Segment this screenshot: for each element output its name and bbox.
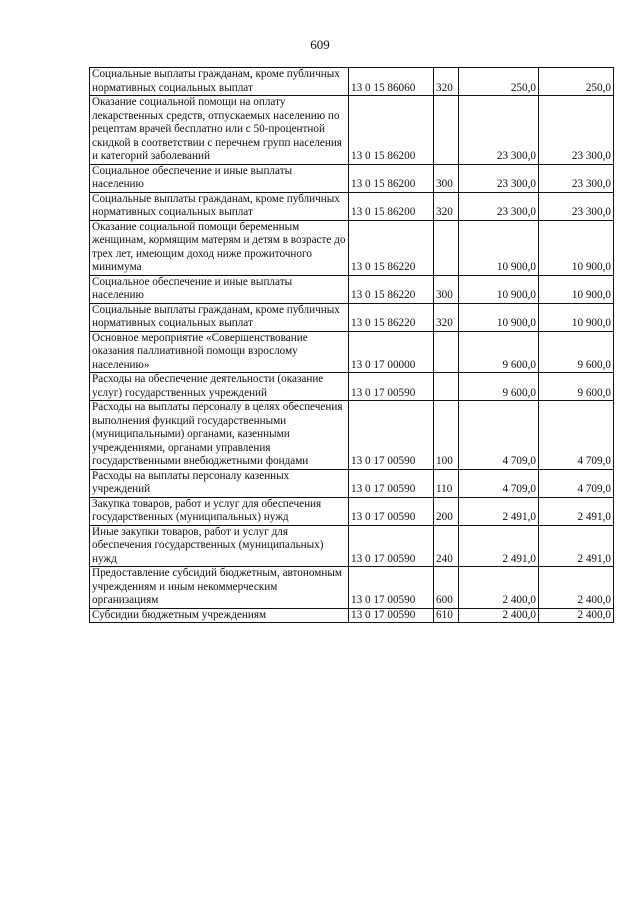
row-sum-1: 4 709,0 xyxy=(459,469,539,497)
row-expense-type: 320 xyxy=(434,192,459,220)
page-number: 609 xyxy=(310,37,330,52)
row-name: Иные закупки товаров, работ и услуг для обеспечения государственных (муниципальных) нужд xyxy=(90,525,349,567)
row-sum-2: 10 900,0 xyxy=(539,275,614,303)
row-code: 13 0 15 86200 xyxy=(349,164,434,192)
row-code: 13 0 15 86200 xyxy=(349,192,434,220)
row-code: 13 0 15 86200 xyxy=(349,96,434,165)
row-code: 13 0 17 00590 xyxy=(349,567,434,609)
row-code: 13 0 17 00590 xyxy=(349,525,434,567)
row-sum-2: 23 300,0 xyxy=(539,192,614,220)
row-expense-type: 320 xyxy=(434,68,459,96)
row-expense-type: 320 xyxy=(434,303,459,331)
row-sum-2: 4 709,0 xyxy=(539,401,614,470)
row-sum-1: 23 300,0 xyxy=(459,164,539,192)
row-name: Предоставление субсидий бюджетным, автономным учреждениям и иным некоммерческим организациям xyxy=(90,567,349,609)
row-name: Субсидии бюджетным учреждениям xyxy=(90,608,349,623)
row-sum-2: 9 600,0 xyxy=(539,373,614,401)
row-expense-type xyxy=(434,220,459,275)
row-sum-2: 2 400,0 xyxy=(539,567,614,609)
row-sum-2: 2 400,0 xyxy=(539,608,614,623)
table-row xyxy=(90,220,614,275)
row-name: Социальные выплаты гражданам, кроме публичных нормативных социальных выплат xyxy=(90,303,349,331)
row-code: 13 0 17 00590 xyxy=(349,401,434,470)
row-sum-1: 2 491,0 xyxy=(459,525,539,567)
row-code: 13 0 15 86220 xyxy=(349,303,434,331)
row-sum-1: 10 900,0 xyxy=(459,220,539,275)
row-expense-type: 100 xyxy=(434,401,459,470)
row-name: Расходы на выплаты персоналу казенных учреждений xyxy=(90,469,349,497)
row-sum-2: 2 491,0 xyxy=(539,525,614,567)
row-name: Социальные выплаты гражданам, кроме публичных нормативных социальных выплат xyxy=(90,192,349,220)
row-sum-2: 23 300,0 xyxy=(539,96,614,165)
row-name: Социальное обеспечение и иные выплаты населению xyxy=(90,164,349,192)
table-row xyxy=(90,497,614,525)
table-row xyxy=(90,275,614,303)
row-sum-2: 250,0 xyxy=(539,68,614,96)
row-name: Социальные выплаты гражданам, кроме публичных нормативных социальных выплат xyxy=(90,68,349,96)
row-expense-type: 240 xyxy=(434,525,459,567)
budget-table-body xyxy=(90,68,614,623)
row-name: Расходы на выплаты персоналу в целях обеспечения выполнения функций государственными (муниципальными) органами, казенными учреждениями, органами управления государственными внебюджетными фондами xyxy=(90,401,349,470)
row-expense-type: 300 xyxy=(434,164,459,192)
table-row xyxy=(90,303,614,331)
row-sum-1: 23 300,0 xyxy=(459,96,539,165)
row-sum-2: 10 900,0 xyxy=(539,220,614,275)
row-name: Расходы на обеспечение деятельности (оказание услуг) государственных учреждений xyxy=(90,373,349,401)
row-sum-2: 23 300,0 xyxy=(539,164,614,192)
row-expense-type xyxy=(434,373,459,401)
row-expense-type: 600 xyxy=(434,567,459,609)
table-row xyxy=(90,373,614,401)
row-code: 13 0 17 00000 xyxy=(349,331,434,373)
row-expense-type: 610 xyxy=(434,608,459,623)
row-sum-1: 2 491,0 xyxy=(459,497,539,525)
table-row xyxy=(90,164,614,192)
row-sum-1: 9 600,0 xyxy=(459,373,539,401)
row-code: 13 0 17 00590 xyxy=(349,373,434,401)
row-sum-1: 23 300,0 xyxy=(459,192,539,220)
row-code: 13 0 17 00590 xyxy=(349,608,434,623)
row-expense-type: 200 xyxy=(434,497,459,525)
row-code: 13 0 17 00590 xyxy=(349,497,434,525)
row-sum-2: 9 600,0 xyxy=(539,331,614,373)
row-name: Социальное обеспечение и иные выплаты населению xyxy=(90,275,349,303)
row-name: Оказание социальной помощи беременным женщинам, кормящим матерям и детям в возрасте до трех лет, имеющим доход ниже прожиточного минимума xyxy=(90,220,349,275)
row-expense-type xyxy=(434,96,459,165)
row-sum-1: 10 900,0 xyxy=(459,303,539,331)
row-sum-1: 2 400,0 xyxy=(459,608,539,623)
row-sum-2: 4 709,0 xyxy=(539,469,614,497)
budget-table xyxy=(89,67,614,623)
row-name: Закупка товаров, работ и услуг для обеспечения государственных (муниципальных) нужд xyxy=(90,497,349,525)
row-expense-type xyxy=(434,331,459,373)
table-row xyxy=(90,525,614,567)
table-row xyxy=(90,469,614,497)
row-expense-type: 110 xyxy=(434,469,459,497)
table-row xyxy=(90,68,614,96)
row-code: 13 0 15 86220 xyxy=(349,275,434,303)
table-row xyxy=(90,96,614,165)
row-sum-2: 10 900,0 xyxy=(539,303,614,331)
row-sum-2: 2 491,0 xyxy=(539,497,614,525)
table-row xyxy=(90,608,614,623)
row-sum-1: 2 400,0 xyxy=(459,567,539,609)
table-row xyxy=(90,192,614,220)
row-code: 13 0 15 86060 xyxy=(349,68,434,96)
row-sum-1: 4 709,0 xyxy=(459,401,539,470)
table-row xyxy=(90,567,614,609)
row-code: 13 0 17 00590 xyxy=(349,469,434,497)
table-row xyxy=(90,401,614,470)
row-expense-type: 300 xyxy=(434,275,459,303)
row-code: 13 0 15 86220 xyxy=(349,220,434,275)
table-row xyxy=(90,331,614,373)
row-sum-1: 10 900,0 xyxy=(459,275,539,303)
row-sum-1: 9 600,0 xyxy=(459,331,539,373)
row-name: Оказание социальной помощи на оплату лекарственных средств, отпускаемых населению по рецептам врачей бесплатно или с 50-процентной скидкой в соответствии с перечнем групп населения и категорий заболеваний xyxy=(90,96,349,165)
row-sum-1: 250,0 xyxy=(459,68,539,96)
row-name: Основное мероприятие «Совершенствование оказания паллиативной помощи взрослому населению» xyxy=(90,331,349,373)
